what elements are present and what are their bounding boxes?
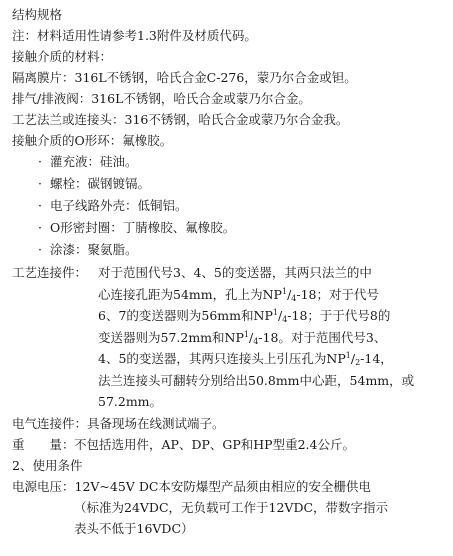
- bullet-oring: [12, 218, 447, 240]
- power-supply-line-1: 电源电压：12V~45V DC本安防爆型产品须由相应的安全栅供电: [12, 478, 371, 494]
- process-connection-body: [98, 263, 447, 414]
- process-line-5: 4、5的变送器，其两只连接头上引压孔为$NP^1/_2-14$，: [98, 351, 393, 367]
- bullet-icon: ·: [38, 198, 42, 213]
- section-2-heading: 2、使用条件: [12, 457, 83, 473]
- bullet-text: 螺栓：碳钢镀镉。: [50, 176, 151, 191]
- bullet-text: 灌充液：硅油。: [50, 154, 138, 169]
- bullet-text: 电子线路外壳：低铜铝。: [50, 198, 188, 213]
- process-line-3: 6、7的变送器则为56mm和$NP^1/_4-18$；于于代号8的: [98, 308, 391, 324]
- process-line-6: 法兰连接头可翻转分别给出50.8mm中心距，54mm，或: [98, 372, 415, 388]
- process-connection-label: 工艺连接件：: [12, 265, 88, 280]
- weight-row: [12, 435, 447, 456]
- process-connection-block: [12, 263, 447, 414]
- bullet-icon: ·: [38, 220, 42, 235]
- process-line-4: 变送器则为57.2mm和$NP^1/_4-18$。对于范围代号3、: [98, 329, 387, 346]
- bullet-icon: ·: [38, 154, 42, 169]
- wetted-materials-title: 接触介质的材料：: [12, 49, 113, 64]
- process-flange-spec: 工艺法兰或连接头：316不锈钢，哈氏合金或蒙乃尔合金我。: [12, 112, 349, 127]
- process-line-1: 对于范围代号3、4、5的变送器，其两只法兰的中: [98, 265, 372, 280]
- material-note: 注：材料适用性请参考1.3附件及材质代码。: [12, 28, 257, 43]
- section-heading: 结构规格: [12, 7, 63, 22]
- weight-label: 重 量：: [12, 436, 75, 452]
- process-line-2: 心连接孔距为54mm，孔上为$NP^1/_4-18$；对于代号: [98, 286, 380, 303]
- process-line-7: 57.2mm。: [98, 394, 163, 409]
- electrical-connection: 电气连接件：具备现场在线测试端子。: [12, 415, 225, 431]
- power-supply-line-3: 表头不低于16VDC）: [74, 520, 194, 536]
- vent-valve-spec: 排气/排液阀：316L不锈钢，哈氏合金或蒙乃尔合金。: [12, 91, 311, 106]
- bullet-bolts: [12, 174, 447, 196]
- bullet-icon: ·: [38, 242, 42, 257]
- bullet-text: O形密封圈：丁腈橡胶、氟橡胶。: [50, 220, 236, 235]
- power-supply-line-2: （标准为24VDC，无负载可工作于12VDC，带数字指示: [74, 499, 389, 515]
- bullet-fill-fluid: [12, 152, 447, 174]
- bullet-paint: [12, 240, 447, 262]
- bullet-housing: [12, 196, 447, 218]
- bullet-text: 涂漆：聚氨脂。: [50, 242, 138, 257]
- diaphragm-spec: 隔离膜片：316L不锈钢，哈氏合金C-276，蒙乃尔合金或钽。: [12, 70, 357, 85]
- oring-spec: 接触介质的O形环：氟橡胶。: [12, 133, 173, 148]
- weight-text: 不包括选用件，AP、DP、GP和HP型重2.4公斤。: [74, 436, 355, 452]
- bullet-icon: ·: [38, 176, 42, 191]
